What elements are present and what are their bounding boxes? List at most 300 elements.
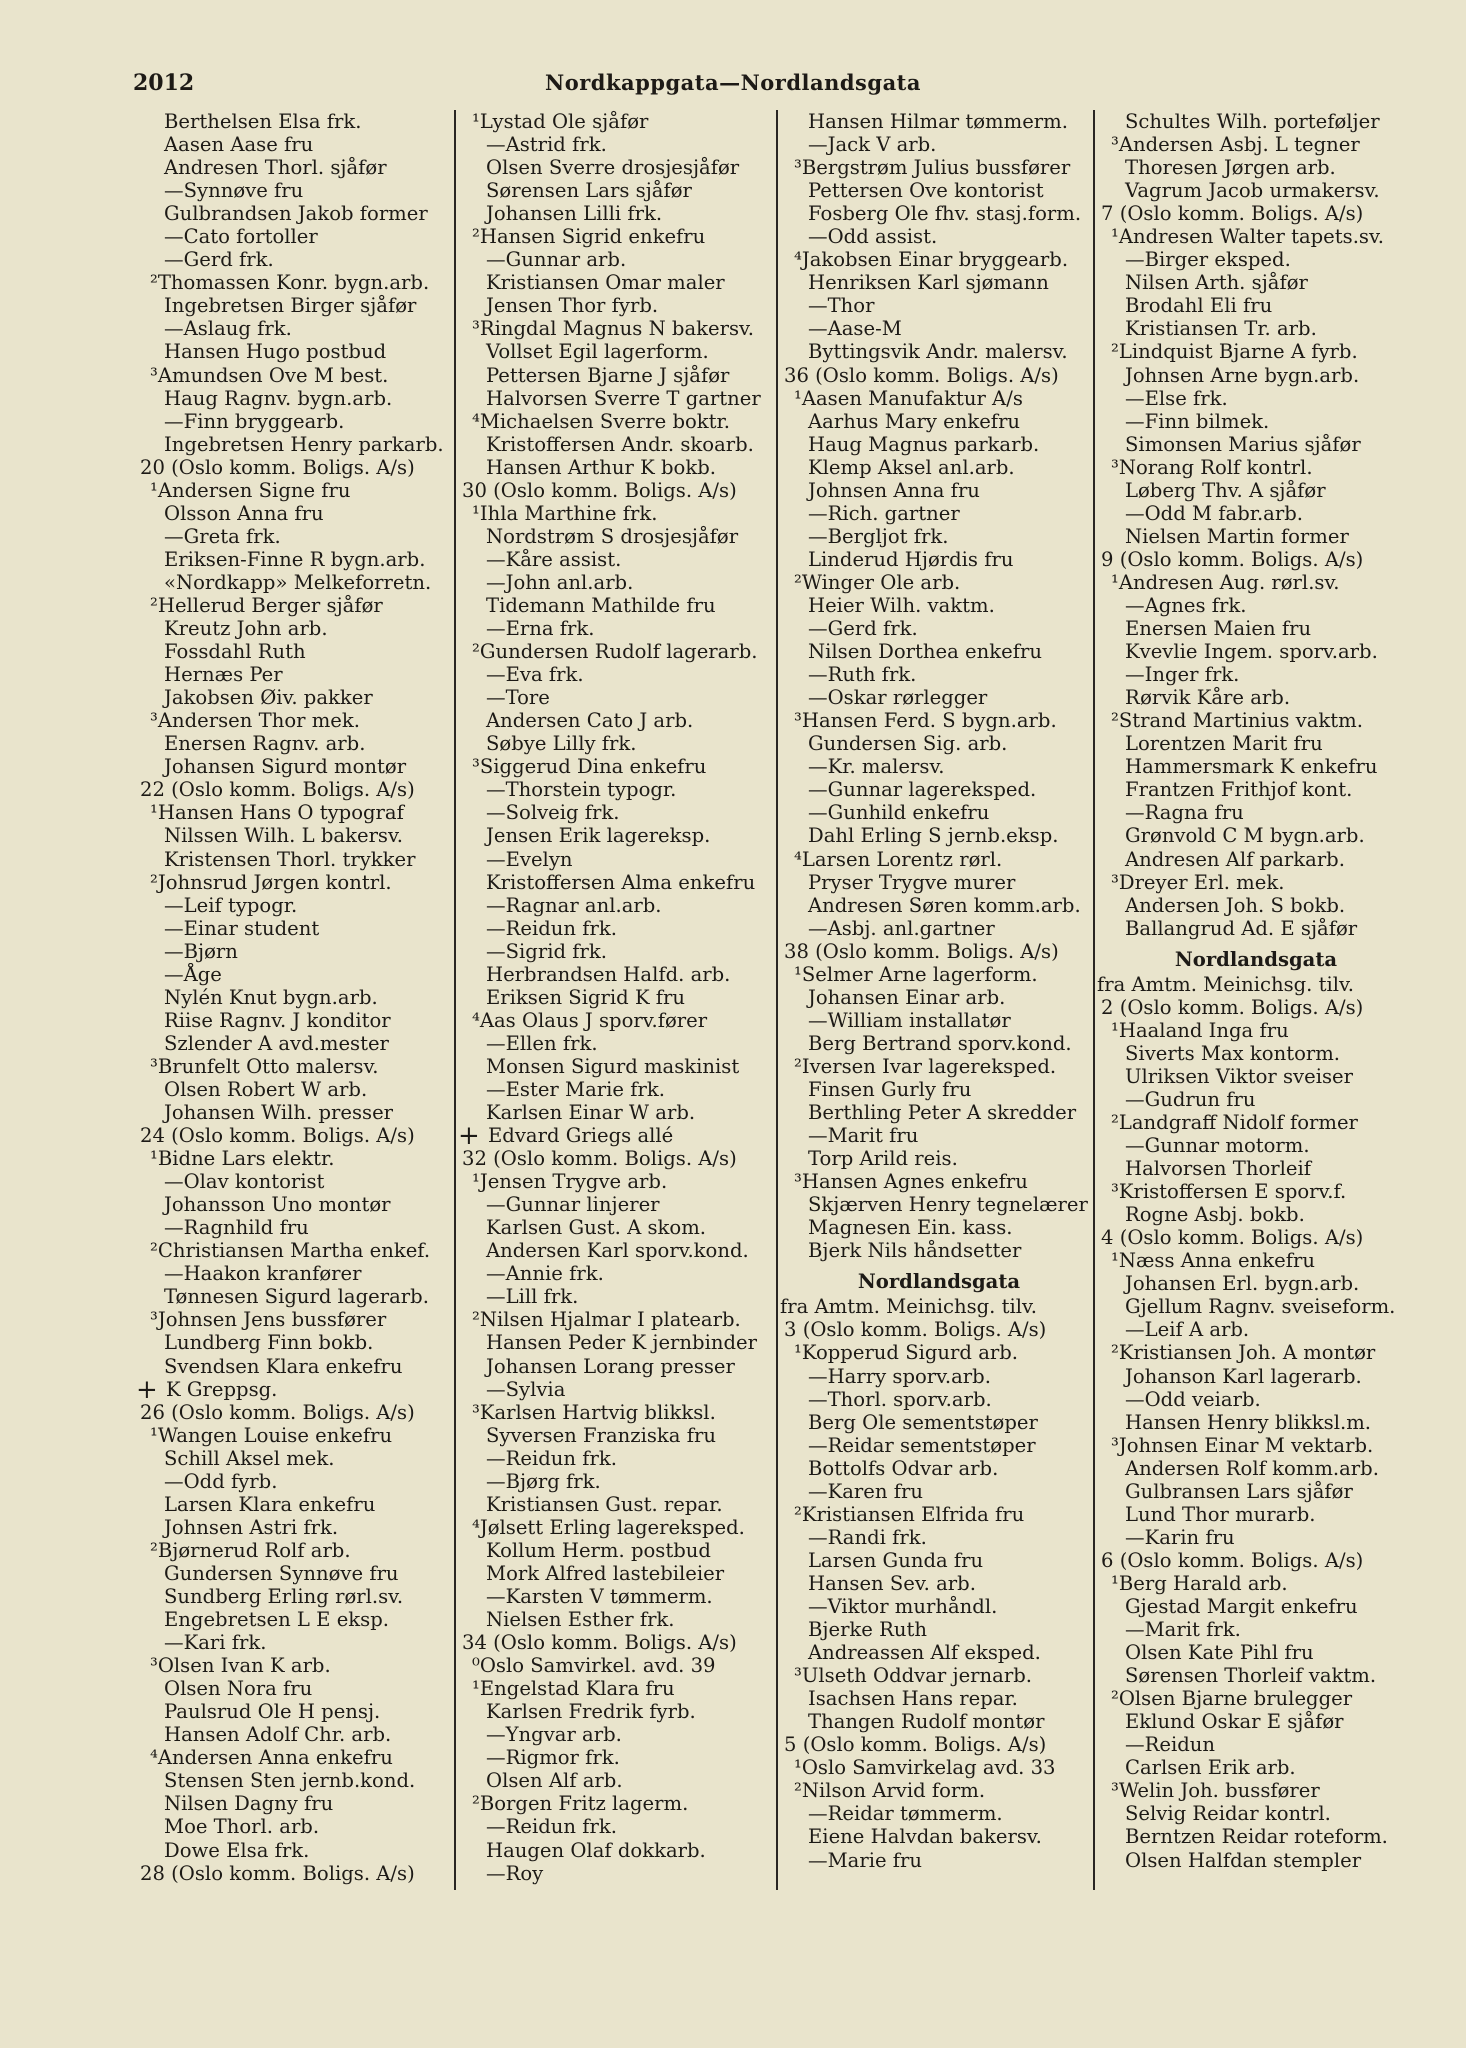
street-heading: Nordlandsgata: [1174, 947, 1338, 971]
resident-entry: —Solveig frk.: [486, 801, 620, 825]
floor-resident-entry: ²Johnsrud Jørgen kontrl.: [150, 870, 392, 894]
resident-entry: —Kr. malersv.: [808, 755, 945, 779]
resident-entry: Gjellum Ragnv. sveiseform.: [1125, 1295, 1396, 1319]
resident-entry: Szlender A avd.mester: [164, 1031, 389, 1055]
floor-resident-entry: ²Borgen Fritz lagerm.: [472, 1792, 689, 1816]
resident-entry: Olsen Halfdan stempler: [1125, 1848, 1362, 1872]
building-entry: 3 (Oslo komm. Boligs. A/s): [784, 1318, 1047, 1342]
resident-entry: —Leif typogr.: [164, 893, 298, 917]
floor-resident-entry: ¹Aasen Manufaktur A/s: [794, 386, 1023, 410]
resident-entry: Andersen Joh. S bokb.: [1125, 893, 1346, 917]
resident-entry: —Finn bilmek.: [1125, 409, 1270, 433]
floor-resident-entry: ⁴Andersen Anna enkefru: [150, 1746, 393, 1770]
floor-resident-entry: ³Siggerud Dina enkefru: [472, 755, 707, 779]
resident-entry: —Reidar sementstøper: [808, 1433, 1036, 1457]
resident-entry: —Gunnar arb.: [486, 248, 627, 272]
resident-entry: Ingebretsen Henry parkarb.: [164, 432, 444, 456]
floor-resident-entry: ¹Andresen Walter tapets.sv.: [1111, 225, 1384, 249]
floor-resident-entry: ²Nilsen Hjalmar I platearb.: [472, 1308, 741, 1332]
resident-entry: Jensen Erik lagereksp.: [486, 824, 711, 848]
resident-entry: —Thorstein typogr.: [486, 778, 677, 802]
resident-entry: Karlsen Einar W arb.: [486, 1101, 696, 1125]
resident-entry: Enersen Ragnv. arb.: [164, 732, 366, 756]
resident-entry: —Sylvia: [486, 1377, 566, 1401]
resident-entry: Stensen Sten jernb.kond.: [164, 1769, 416, 1793]
resident-entry: —Einar student: [164, 916, 320, 940]
building-entry: 2 (Oslo komm. Boligs. A/s): [1101, 995, 1364, 1019]
floor-resident-entry: ¹Hansen Hans O typograf: [150, 801, 404, 825]
resident-entry: —Annie frk.: [486, 1262, 604, 1286]
resident-entry: Jakobsen Øiv. pakker: [164, 686, 373, 710]
resident-entry: —Lill frk.: [486, 1285, 579, 1309]
resident-entry: Kristiansen Gust. repar.: [486, 1492, 723, 1516]
resident-entry: Sørensen Lars sjåfør: [486, 179, 692, 203]
cross-street: [136, 1378, 454, 1401]
resident-entry: Larsen Klara enkefru: [164, 1492, 376, 1516]
resident-entry: Brodahl Eli fru: [1125, 294, 1273, 318]
floor-resident-entry: ³Ulseth Oddvar jernarb.: [794, 1664, 1032, 1688]
resident-entry: —Jack V arb.: [808, 133, 937, 157]
resident-entry: —Synnøve fru: [164, 179, 304, 203]
floor-resident-entry: ²Gundersen Rudolf lagerarb.: [472, 640, 758, 664]
resident-entry: Grønvold C M bygn.arb.: [1125, 824, 1365, 848]
building-entry: 26 (Oslo komm. Boligs. A/s): [140, 1400, 415, 1424]
resident-entry: Johansen Wilh. presser: [164, 1101, 394, 1125]
resident-entry: Andersen Karl sporv.kond.: [486, 1239, 749, 1263]
resident-entry: Olsen Alf arb.: [486, 1769, 623, 1793]
resident-entry: —Else frk.: [1125, 386, 1228, 410]
resident-entry: —Gunnar lagereksped.: [808, 778, 1037, 802]
resident-entry: —Reidun frk.: [486, 1446, 617, 1470]
resident-entry: —Åge: [164, 962, 222, 986]
resident-entry: Hernæs Per: [164, 663, 283, 687]
floor-resident-entry: ³Kristoffersen E sporv.f.: [1111, 1180, 1347, 1204]
resident-entry: —Reidun frk.: [486, 916, 617, 940]
resident-entry: Torp Arild reis.: [808, 1147, 958, 1171]
resident-entry: Berg Ole sementstøper: [808, 1410, 1038, 1434]
resident-entry: Simonsen Marius sjåfør: [1125, 432, 1361, 456]
floor-resident-entry: ¹Andersen Signe fru: [150, 478, 351, 502]
resident-entry: Thangen Rudolf montør: [808, 1710, 1045, 1734]
building-entry: 24 (Oslo komm. Boligs. A/s): [140, 1124, 415, 1148]
column-3: [780, 110, 1098, 1872]
cross-street-icon: +: [458, 1124, 480, 1148]
resident-entry: —Randi frk.: [808, 1525, 927, 1549]
resident-entry: Olsen Nora fru: [164, 1677, 313, 1701]
resident-entry: Olsen Robert W arb.: [164, 1077, 368, 1101]
resident-entry: —Reidar tømmerm.: [808, 1802, 1003, 1826]
floor-resident-entry: ²Kristiansen Elfrida fru: [794, 1502, 1025, 1526]
resident-entry: Bjerke Ruth: [808, 1618, 927, 1642]
resident-entry: —Reidun frk.: [486, 1815, 617, 1839]
resident-entry: Olsen Kate Pihl fru: [1125, 1641, 1314, 1665]
floor-resident-entry: ²Iversen Ivar lagereksped.: [794, 1054, 1057, 1078]
resident-entry: Berntzen Reidar roteform.: [1125, 1825, 1388, 1849]
resident-entry: Kristensen Thorl. trykker: [164, 847, 416, 871]
floor-resident-entry: ²Landgraff Nidolf former: [1111, 1111, 1358, 1135]
resident-entry: —Cato fortoller: [164, 225, 318, 249]
floor-resident-entry: ³Karlsen Hartvig blikksl.: [472, 1400, 716, 1424]
column-rule-3: [1093, 110, 1095, 1890]
resident-entry: —Ruth frk.: [808, 663, 917, 687]
resident-entry: —Thorl. sporv.arb.: [808, 1387, 992, 1411]
street-direction: fra Amtm. Meinichsg. tilv.: [1097, 972, 1355, 996]
floor-resident-entry: ¹Ihla Marthine frk.: [472, 501, 658, 525]
resident-entry: —Erna frk.: [486, 617, 595, 641]
resident-entry: —Karen fru: [808, 1479, 923, 1503]
floor-resident-entry: ¹Engelstad Klara fru: [472, 1677, 675, 1701]
resident-entry: Sørensen Thorleif vaktm.: [1125, 1664, 1377, 1688]
resident-entry: —Bjørg frk.: [486, 1469, 601, 1493]
floor-resident-entry: ²Strand Martinius vaktm.: [1111, 709, 1363, 733]
floor-resident-entry: ⁴Jølsett Erling lagereksped.: [472, 1515, 745, 1539]
resident-entry: —Odd veiarb.: [1125, 1387, 1261, 1411]
resident-entry: Monsen Sigurd maskinist: [486, 1054, 740, 1078]
resident-entry: Johansen Einar arb.: [808, 985, 1006, 1009]
resident-entry: —Greta frk.: [164, 524, 281, 548]
floor-resident-entry: ²Hellerud Berger sjåfør: [150, 593, 383, 617]
resident-entry: Berthling Peter A skredder: [808, 1101, 1077, 1125]
resident-entry: —Olav kontorist: [164, 1170, 325, 1194]
floor-resident-entry: ¹Berg Harald arb.: [1111, 1571, 1288, 1595]
resident-entry: —Harry sporv.arb.: [808, 1364, 991, 1388]
resident-entry: —Aslaug frk.: [164, 317, 292, 341]
resident-entry: Herbrandsen Halfd. arb.: [486, 962, 731, 986]
floor-resident-entry: ³Dreyer Erl. mek.: [1111, 870, 1285, 894]
resident-entry: Andersen Rolf komm.arb.: [1125, 1456, 1379, 1480]
resident-entry: Gundersen Synnøve fru: [164, 1561, 399, 1585]
floor-resident-entry: ²Thomassen Konr. bygn.arb.: [150, 271, 430, 295]
resident-entry: Hansen Arthur K bokb.: [486, 455, 716, 479]
resident-entry: —Gunhild enkefru: [808, 801, 990, 825]
resident-entry: Byttingsvik Andr. malersv.: [808, 340, 1068, 364]
resident-entry: —Marie fru: [808, 1848, 923, 1872]
resident-entry: —Aase-M: [808, 317, 902, 341]
floor-resident-entry: ³Norang Rolf kontrl.: [1111, 455, 1313, 479]
resident-entry: —Roy: [486, 1861, 544, 1885]
resident-entry: Johansen Sigurd montør: [164, 755, 407, 779]
resident-entry: —Yngvar arb.: [486, 1723, 622, 1747]
floor-resident-entry: ¹Wangen Louise enkefru: [150, 1423, 393, 1447]
floor-resident-entry: ²Kristiansen Joh. A montør: [1111, 1341, 1376, 1365]
resident-entry: Andresen Alf parkarb.: [1125, 847, 1345, 871]
resident-entry: Karlsen Fredrik fyrb.: [486, 1700, 696, 1724]
resident-entry: Andresen Thorl. sjåfør: [164, 156, 387, 180]
resident-entry: Hansen Henry blikksl.m.: [1125, 1410, 1372, 1434]
resident-entry: Hansen Peder K jernbinder: [486, 1331, 757, 1355]
resident-entry: —Gerd frk.: [808, 617, 918, 641]
resident-entry: Magnesen Ein. kass.: [808, 1216, 1013, 1240]
resident-entry: —Inger frk.: [1125, 663, 1240, 687]
resident-entry: —Finn bryggearb.: [164, 409, 345, 433]
building-entry: 5 (Oslo komm. Boligs. A/s): [784, 1733, 1047, 1757]
resident-entry: Andresen Søren komm.arb.: [808, 893, 1081, 917]
resident-entry: Johansen Lilli frk.: [486, 202, 663, 226]
floor-resident-entry: ³Olsen Ivan K arb.: [150, 1654, 331, 1678]
resident-entry: Eklund Oskar E sjåfør: [1125, 1710, 1344, 1734]
resident-entry: Gundersen Sig. arb.: [808, 732, 1008, 756]
resident-entry: —Reidun: [1125, 1733, 1215, 1757]
resident-entry: Kristiansen Omar maler: [486, 271, 725, 295]
resident-entry: Eriksen-Finne R bygn.arb.: [164, 547, 426, 571]
floor-resident-entry: ³Andersen Thor mek.: [150, 709, 360, 733]
building-entry: 32 (Oslo komm. Boligs. A/s): [462, 1147, 737, 1171]
resident-entry: Carlsen Erik arb.: [1125, 1756, 1296, 1780]
resident-entry: Dowe Elsa frk.: [164, 1838, 310, 1862]
cross-street-icon: +: [136, 1377, 158, 1401]
column-rule-1: [454, 110, 456, 1890]
floor-resident-entry: ³Hansen Ferd. S bygn.arb.: [794, 709, 1057, 733]
resident-entry: —Leif A arb.: [1125, 1318, 1250, 1342]
resident-entry: —William installatør: [808, 1008, 1011, 1032]
building-entry: 28 (Oslo komm. Boligs. A/s): [140, 1861, 415, 1885]
cross-street-name: Edvard Griegs allé: [488, 1124, 674, 1148]
resident-entry: Paulsrud Ole H pensj.: [164, 1700, 381, 1724]
floor-resident-entry: ¹Selmer Arne lagerform.: [794, 962, 1038, 986]
resident-entry: Johnsen Astri frk.: [164, 1515, 339, 1539]
resident-entry: Nylén Knut bygn.arb.: [164, 985, 378, 1009]
resident-entry: Vagrum Jacob urmakersv.: [1125, 179, 1380, 203]
resident-entry: Schill Aksel mek.: [164, 1446, 335, 1470]
resident-entry: Siverts Max kontorm.: [1125, 1041, 1341, 1065]
resident-entry: Lund Thor murarb.: [1125, 1502, 1316, 1526]
resident-entry: Eriksen Sigrid K fru: [486, 985, 686, 1009]
resident-entry: Johanson Karl lagerarb.: [1125, 1364, 1362, 1388]
resident-entry: —Ellen frk.: [486, 1031, 598, 1055]
resident-entry: —John anl.arb.: [486, 570, 634, 594]
floor-resident-entry: ⁴Larsen Lorentz rørl.: [794, 847, 1003, 871]
resident-entry: Larsen Gunda fru: [808, 1548, 984, 1572]
floor-resident-entry: ³Brunfelt Otto malersv.: [150, 1054, 379, 1078]
resident-entry: —Gunnar motorm.: [1125, 1134, 1310, 1158]
resident-entry: —Tore: [486, 686, 550, 710]
building-entry: 20 (Oslo komm. Boligs. A/s): [140, 455, 415, 479]
resident-entry: Rørvik Kåre arb.: [1125, 686, 1291, 710]
floor-resident-entry: ¹Jensen Trygve arb.: [472, 1170, 668, 1194]
resident-entry: Eiene Halvdan bakersv.: [808, 1825, 1042, 1849]
resident-entry: Kristoffersen Andr. skoarb.: [486, 432, 754, 456]
resident-entry: —Astrid frk.: [486, 133, 607, 157]
resident-entry: —Ragna fru: [1125, 801, 1244, 825]
column-4: [1097, 110, 1415, 1872]
building-entry: 9 (Oslo komm. Boligs. A/s): [1101, 547, 1364, 571]
resident-entry: Isachsen Hans repar.: [808, 1687, 1018, 1711]
resident-entry: —Sigrid frk.: [486, 939, 607, 963]
resident-entry: Haugen Olaf dokkarb.: [486, 1838, 706, 1862]
resident-entry: —Ragnhild fru: [164, 1216, 309, 1240]
resident-entry: Svendsen Klara enkefru: [164, 1354, 403, 1378]
resident-entry: —Evelyn: [486, 847, 573, 871]
resident-entry: Kristiansen Tr. arb.: [1125, 317, 1317, 341]
resident-entry: Aarhus Mary enkefru: [808, 409, 1021, 433]
resident-entry: Gulbrandsen Jakob former: [164, 202, 428, 226]
resident-entry: Olsson Anna fru: [164, 501, 324, 525]
resident-entry: Pettersen Ove kontorist: [808, 179, 1044, 203]
resident-entry: —Gudrun fru: [1125, 1087, 1256, 1111]
resident-entry: Kollum Herm. postbud: [486, 1538, 711, 1562]
resident-entry: Søbye Lilly frk.: [486, 732, 637, 756]
resident-entry: —Haakon kranfører: [164, 1262, 362, 1286]
building-entry: 4 (Oslo komm. Boligs. A/s): [1101, 1226, 1364, 1250]
resident-entry: —Agnes frk.: [1125, 593, 1247, 617]
resident-entry: Nilsen Arth. sjåfør: [1125, 271, 1308, 295]
resident-entry: Nielsen Esther frk.: [486, 1608, 675, 1632]
resident-entry: Selvig Reidar kontrl.: [1125, 1802, 1331, 1826]
floor-resident-entry: ²Christiansen Martha enkef.: [150, 1239, 431, 1263]
resident-entry: —Ester Marie frk.: [486, 1077, 665, 1101]
resident-entry: Ingebretsen Birger sjåfør: [164, 294, 417, 318]
resident-entry: —Bjørn: [164, 939, 238, 963]
resident-entry: —Viktor murhåndl.: [808, 1595, 998, 1618]
floor-resident-entry: ²Bjørnerud Rolf arb.: [150, 1538, 351, 1562]
resident-entry: Andersen Cato J arb.: [486, 709, 694, 733]
cross-street: [458, 1124, 776, 1147]
resident-entry: Berthelsen Elsa frk.: [164, 110, 362, 133]
resident-entry: Johnsen Anna fru: [808, 478, 980, 502]
floor-resident-entry: ³Hansen Agnes enkefru: [794, 1170, 1028, 1194]
resident-entry: Nilsen Dagny fru: [164, 1792, 334, 1816]
resident-entry: Johansson Uno montør: [164, 1193, 391, 1217]
resident-entry: Halvorsen Sverre T gartner: [486, 386, 761, 410]
resident-entry: Lundberg Finn bokb.: [164, 1331, 374, 1355]
floor-resident-entry: ⁴Michaelsen Sverre boktr.: [472, 409, 730, 433]
resident-entry: Nilsen Dorthea enkefru: [808, 640, 1042, 664]
resident-entry: Tønnesen Sigurd lagerarb.: [164, 1285, 429, 1309]
floor-resident-entry: ¹Oslo Samvirkelag avd. 33: [794, 1756, 1056, 1780]
resident-entry: Gulbransen Lars sjåfør: [1125, 1479, 1353, 1503]
resident-entry: Kreutz John arb.: [164, 617, 328, 641]
resident-entry: Enersen Maien fru: [1125, 617, 1312, 641]
resident-entry: Ballangrud Ad. E sjåfør: [1125, 916, 1358, 940]
resident-entry: Riise Ragnv. J konditor: [164, 1008, 391, 1032]
resident-entry: Olsen Sverre drosjesjåfør: [486, 156, 740, 180]
resident-entry: Hansen Sev. arb.: [808, 1571, 976, 1595]
building-entry: 38 (Oslo komm. Boligs. A/s): [784, 939, 1059, 963]
floor-resident-entry: ³Amundsen Ove M best.: [150, 363, 389, 387]
floor-resident-entry: ¹Kopperud Sigurd arb.: [794, 1341, 1019, 1365]
resident-entry: Sundberg Erling rørl.sv.: [164, 1585, 404, 1608]
resident-entry: Pettersen Bjarne J sjåfør: [486, 363, 730, 387]
resident-entry: —Asbj. anl.gartner: [808, 916, 995, 940]
resident-entry: Haug Magnus parkarb.: [808, 432, 1040, 456]
resident-entry: —Ragnar anl.arb.: [486, 893, 662, 917]
resident-entry: —Birger eksped.: [1125, 248, 1291, 272]
floor-resident-entry: ³Andersen Asbj. L tegner: [1111, 133, 1360, 157]
building-entry: 30 (Oslo komm. Boligs. A/s): [462, 478, 737, 502]
floor-resident-entry: ¹Næss Anna enkefru: [1111, 1249, 1315, 1273]
floor-resident-entry: ¹Lystad Ole sjåfør: [472, 110, 649, 133]
resident-entry: «Nordkapp» Melkeforretn.: [164, 570, 432, 594]
resident-entry: Fossdahl Ruth: [164, 640, 306, 664]
resident-entry: —Odd M fabr.arb.: [1125, 501, 1303, 525]
floor-resident-entry: ³Bergstrøm Julius bussfører: [794, 156, 1071, 180]
resident-entry: Bjerk Nils håndsetter: [808, 1239, 1022, 1263]
resident-entry: —Odd fyrb.: [164, 1469, 278, 1493]
floor-resident-entry: ²Winger Ole arb.: [794, 570, 961, 594]
floor-resident-entry: ³Welin Joh. bussfører: [1111, 1779, 1320, 1803]
floor-resident-entry: ¹Bidne Lars elektr.: [150, 1147, 335, 1171]
resident-entry: Aasen Aase fru: [164, 133, 314, 157]
resident-entry: Thoresen Jørgen arb.: [1125, 156, 1336, 180]
building-entry: 7 (Oslo komm. Boligs. A/s): [1101, 202, 1364, 226]
building-entry: 36 (Oslo komm. Boligs. A/s): [784, 363, 1059, 387]
resident-entry: Karlsen Gust. A skom.: [486, 1216, 707, 1240]
resident-entry: Frantzen Frithjof kont.: [1125, 778, 1353, 802]
floor-resident-entry: ⁴Aas Olaus J sporv.fører: [472, 1008, 708, 1032]
resident-entry: —Marit frk.: [1125, 1618, 1241, 1642]
resident-entry: Dahl Erling S jernb.eksp.: [808, 824, 1059, 848]
resident-entry: Skjærven Henry tegnelærer: [808, 1193, 1088, 1217]
resident-entry: —Karsten V tømmerm.: [486, 1585, 713, 1608]
column-1: [136, 110, 454, 1885]
resident-entry: Tidemann Mathilde fru: [486, 593, 716, 617]
resident-entry: Pryser Trygve murer: [808, 870, 1016, 894]
resident-entry: —Rigmor frk.: [486, 1746, 620, 1770]
street-heading: Nordlandsgata: [857, 1270, 1021, 1294]
resident-entry: —Gunnar linjerer: [486, 1193, 660, 1217]
resident-entry: Andreassen Alf eksped.: [808, 1641, 1041, 1665]
resident-entry: Bottolfs Odvar arb.: [808, 1456, 999, 1480]
resident-entry: Henriksen Karl sjømann: [808, 271, 1049, 295]
resident-entry: Finsen Gurly fru: [808, 1077, 972, 1101]
cross-street-name: K Greppsg.: [166, 1377, 278, 1401]
page-number: 2012: [133, 70, 195, 96]
resident-entry: Ulriksen Viktor sveiser: [1125, 1064, 1353, 1088]
floor-resident-entry: ⁴Jakobsen Einar bryggearb.: [794, 248, 1069, 272]
resident-entry: Vollset Egil lagerform.: [486, 340, 709, 364]
resident-entry: Løberg Thv. A sjåfør: [1125, 478, 1326, 502]
column-2: [458, 110, 776, 1885]
floor-resident-entry: ²Nilson Arvid form.: [794, 1779, 986, 1803]
floor-resident-entry: ³Johnsen Einar M vektarb.: [1111, 1433, 1374, 1457]
resident-entry: —Marit fru: [808, 1124, 919, 1148]
floor-resident-entry: ³Johnsen Jens bussfører: [150, 1308, 387, 1332]
resident-entry: —Odd assist.: [808, 225, 938, 249]
resident-entry: Nordstrøm S drosjesjåfør: [486, 524, 739, 548]
resident-entry: Engebretsen L E eksp.: [164, 1608, 390, 1632]
street-direction: fra Amtm. Meinichsg. tilv.: [780, 1295, 1038, 1319]
running-head: Nordkappgata—Nordlandsgata: [545, 70, 921, 95]
resident-entry: —Eva frk.: [486, 663, 584, 687]
floor-resident-entry: ²Olsen Bjarne brulegger: [1111, 1687, 1353, 1711]
resident-entry: Gjestad Margit enkefru: [1125, 1595, 1358, 1618]
resident-entry: —Kari frk.: [164, 1631, 267, 1655]
resident-entry: —Oskar rørlegger: [808, 686, 988, 710]
resident-entry: Mork Alfred lastebileier: [486, 1561, 725, 1585]
resident-entry: Syversen Franziska fru: [486, 1423, 716, 1447]
floor-resident-entry: ³Ringdal Magnus N bakersv.: [472, 317, 755, 341]
resident-entry: —Bergljot frk.: [808, 524, 949, 548]
resident-entry: Kvevlie Ingem. sporv.arb.: [1125, 640, 1378, 664]
resident-entry: Haug Ragnv. bygn.arb.: [164, 386, 393, 410]
floor-resident-entry: ¹Haaland Inga fru: [1111, 1018, 1289, 1042]
floor-resident-entry: ⁰Oslo Samvirkel. avd. 39: [472, 1654, 716, 1678]
resident-entry: Kristoffersen Alma enkefru: [486, 870, 756, 894]
resident-entry: Jensen Thor fyrb.: [486, 294, 659, 318]
resident-entry: Johnsen Arne bygn.arb.: [1125, 363, 1360, 387]
building-entry: 6 (Oslo komm. Boligs. A/s): [1101, 1548, 1364, 1572]
resident-entry: —Karin fru: [1125, 1525, 1235, 1549]
resident-entry: Johansen Erl. bygn.arb.: [1125, 1272, 1360, 1296]
resident-entry: Nilssen Wilh. L bakersv.: [164, 824, 403, 848]
floor-resident-entry: ²Hansen Sigrid enkefru: [472, 225, 706, 249]
resident-entry: —Thor: [808, 294, 875, 318]
resident-entry: Fosberg Ole fhv. stasj.form.: [808, 202, 1082, 226]
resident-entry: Johansen Lorang presser: [486, 1354, 735, 1378]
resident-entry: Berg Bertrand sporv.kond.: [808, 1031, 1072, 1055]
resident-entry: Heier Wilh. vaktm.: [808, 593, 995, 617]
resident-entry: Linderud Hjørdis fru: [808, 547, 1014, 571]
